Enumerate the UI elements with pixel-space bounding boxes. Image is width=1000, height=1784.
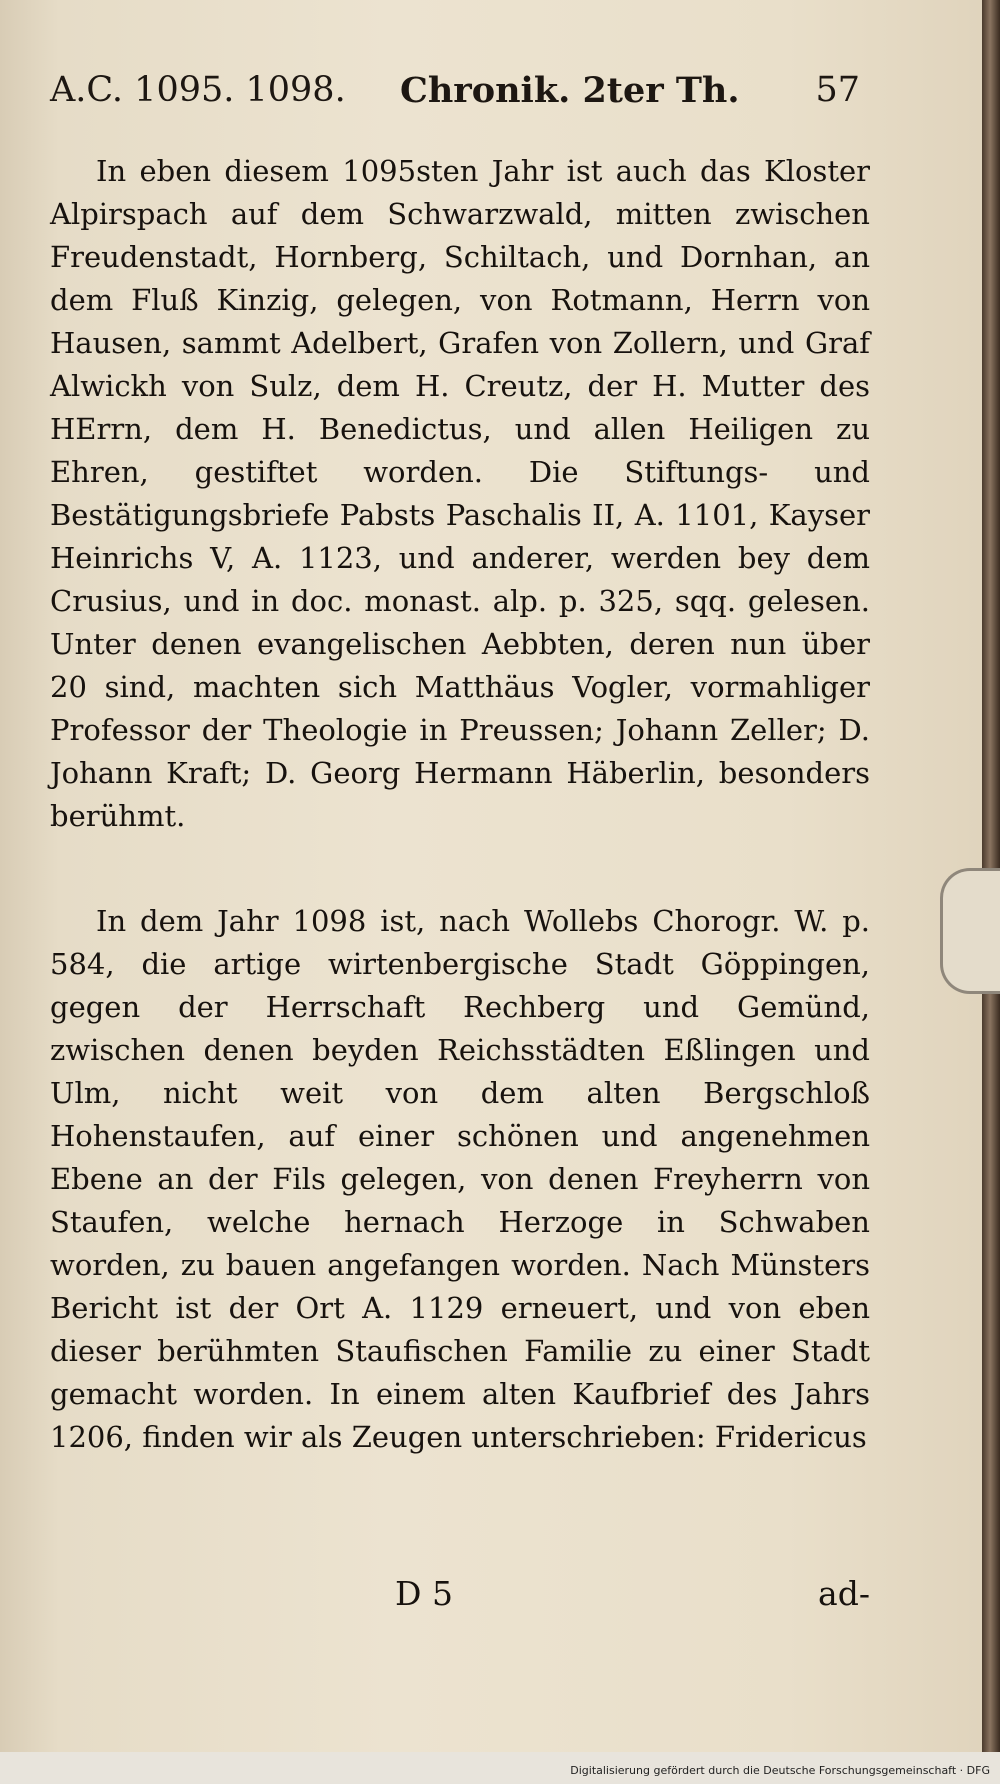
signature-mark: D 5	[395, 1574, 453, 1613]
page-tab	[940, 868, 1000, 994]
paragraph-goeppingen: In dem Jahr 1098 ist, nach Wollebs Chorogr. W. p. 584, die artige wirtenbergische Stadt Göppingen, gegen der Herrschaft Rechberg und Gemünd, zwischen denen beyden Reichsstädten Eßlingen und Ulm, nicht weit von dem alten Bergschloß Hohenstaufen, auf einer schönen und angenehmen Ebene an der Fils gelegen, von denen Freyherrn von Staufen, welche hernach Herzoge in Schwaben worden, zu bauen angefangen worden. Nach Münsters Bericht ist der Ort A. 1129 erneuert, und von eben dieser berühmten Staufischen Familie zu einer Stadt gemacht worden. In einem alten Kaufbrief des Jahrs 1206, finden wir als Zeugen unterschrieben: Fridericus	[50, 904, 870, 1454]
page-number: 57	[815, 70, 860, 110]
header-years: A.C. 1095. 1098.	[50, 70, 346, 110]
catchword: ad-	[818, 1574, 870, 1613]
paragraph-alpirspach: In eben diesem 1095sten Jahr ist auch das Kloster Alpirspach auf dem Schwarzwald, mitten zwischen Freudenstadt, Hornberg, Schiltach, und Dornhan, an dem Fluß Kinzig, gelegen, von Rotmann, Herrn von Hausen, sammt Adelbert, Grafen von Zollern, und Graf Alwickh von Sulz, dem H. Creutz, der H. Mutter des HErrn, dem H. Benedictus, und allen Heiligen zu Ehren, gestiftet worden. Die Stiftungs- und Bestätigungsbriefe Pabsts Paschalis II, A. 1101, Kayser Heinrichs V, A. 1123, und anderer, werden bey dem Crusius, und in doc. monast. alp. p. 325, sqq. gelesen. Unter denen evangelischen Aebbten, deren nun über 20 sind, machten sich Matthäus Vogler, vormahliger Professor der Theologie in Preussen; Johann Zeller; D. Johann Kraft; D. Georg Hermann Häberlin, besonders berühmt.	[50, 154, 870, 833]
running-header	[50, 70, 860, 120]
footer-credit: Digitalisierung gefördert durch die Deutsche Forschungsgemeinschaft · DFG	[570, 1764, 990, 1777]
paragraph-gap	[50, 838, 870, 900]
page-body	[50, 150, 870, 1459]
page-foot-line	[50, 1574, 870, 1620]
header-title: Chronik. 2ter Th.	[400, 70, 740, 111]
